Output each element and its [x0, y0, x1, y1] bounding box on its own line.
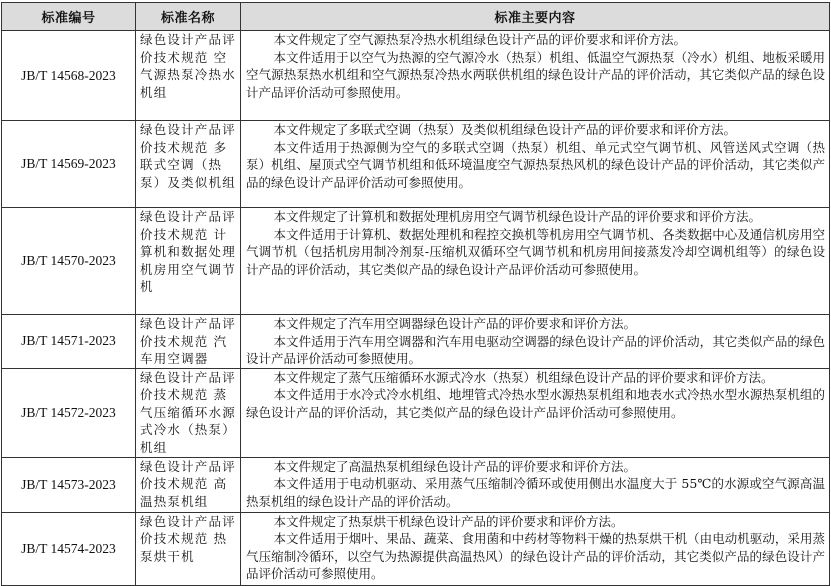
- content-scope-statement: 本文件规定了多联式空调（热泵）及类似机组绿色设计产品的评价要求和评价方法。: [273, 122, 737, 137]
- content-scope-statement: 本文件规定了蒸气压缩循环水源式冷水（热泵）机组绿色设计产品的评价要求和评价方法。: [273, 369, 774, 385]
- content-applicability: 本文件适用于烟叶、果品、蔬菜、食用菌和中药材等物料干燥的热泵烘干机（由电动机驱动，采用蒸气压缩制冷循环，以空气为热源提供高温热风）的绿色设计产品的评价活动，其它类似产品的绿色设计产品评价活动可参照使用。: [246, 531, 825, 581]
- standards-table: [1, 2, 830, 586]
- standard-name: 绿色设计产品评价技术规范 汽车用空调器: [136, 315, 241, 369]
- table-body: [2, 31, 830, 586]
- standard-name: 绿色设计产品评价技术规范 空气源热泵冷热水机组: [136, 31, 241, 121]
- table-row: [2, 208, 830, 315]
- standard-name: 绿色设计产品评价技术规范 高温热泵机组: [136, 457, 241, 512]
- header-standard-code: 标准编号: [2, 3, 136, 31]
- standard-name: 绿色设计产品评价技术规范 蒸气压缩循环水源式冷水（热泵）机组: [136, 368, 241, 457]
- content-scope-statement: 本文件规定了热泵烘干机绿色设计产品的评价要求和评价方法。: [273, 513, 624, 529]
- standard-code: JB/T 14568-2023: [2, 31, 136, 121]
- standard-content: [241, 368, 830, 457]
- table-row: [2, 457, 830, 512]
- table-header: [2, 3, 830, 31]
- standard-code: JB/T 14573-2023: [2, 457, 136, 512]
- standard-code: JB/T 14569-2023: [2, 121, 136, 208]
- content-applicability: 本文件适用于电动机驱动、采用蒸气压缩制冷循环或使用侧出水温度大于 55℃的水源或空气源高温热泵机组的绿色设计产品的评价活动。: [246, 476, 825, 509]
- standard-name: 绿色设计产品评价技术规范 多联式空调（热泵）及类似机组: [136, 121, 241, 208]
- content-applicability: 本文件适用于汽车用空调器和汽车用电驱动空调器的绿色设计产品的评价活动，其它类似产品的绿色设计产品评价活动可参照使用。: [246, 333, 825, 366]
- table-row: [2, 121, 830, 208]
- standard-code: JB/T 14570-2023: [2, 208, 136, 315]
- content-applicability: 本文件适用于以空气为热源的空气源冷水（热泵）机组、低温空气源热泵（冷水）机组、地板采暖用空气源热泵热水机组和空气源热泵冷热水两联供机组的绿色设计产品的评价活动，其它类似产品的绿色设计产品评价活动可参照使用。: [246, 49, 825, 100]
- content-applicability: 本文件适用于计算机、数据处理机和程控交换机等机房用空气调节机、各类数据中心及通信机房用空气调节机（包括机房用制冷剂泵-压缩机双循环空气调节机和机房用间接蒸发冷却空调机组等）的绿色设计产品的评价活动，其它类似产品的绿色设计产品评价活动可参照使用。: [246, 226, 825, 277]
- table-row: [2, 315, 830, 369]
- standard-name: 绿色设计产品评价技术规范 热泵烘干机: [136, 512, 241, 585]
- table-row: [2, 368, 830, 457]
- content-scope-statement: 本文件规定了汽车用空调器绿色设计产品的评价要求和评价方法。: [273, 316, 637, 331]
- content-applicability: 本文件适用于水冷式冷水机组、地埋管式冷热水型水源热泵机组和地表水式冷热水型水源热泵机组的绿色设计产品的评价活动，其它类似产品的绿色设计产品评价活动可参照使用。: [246, 387, 825, 420]
- content-scope-statement: 本文件规定了空气源热泵冷热水机组绿色设计产品的评价要求和评价方法。: [273, 32, 687, 47]
- standard-content: [241, 457, 830, 512]
- standard-name: 绿色设计产品评价技术规范 计算机和数据处理机房用空气调节机: [136, 208, 241, 315]
- standard-code: JB/T 14574-2023: [2, 512, 136, 585]
- content-scope-statement: 本文件规定了计算机和数据处理机房用空气调节机绿色设计产品的评价要求和评价方法。: [273, 209, 762, 224]
- table-row: [2, 31, 830, 121]
- standard-code: JB/T 14571-2023: [2, 315, 136, 369]
- header-main-content: 标准主要内容: [241, 3, 830, 31]
- content-scope-statement: 本文件规定了高温热泵机组绿色设计产品的评价要求和评价方法。: [273, 458, 637, 474]
- standard-content: [241, 121, 830, 208]
- standard-content: [241, 512, 830, 585]
- table-row: [2, 512, 830, 585]
- standard-content: [241, 315, 830, 369]
- standard-code: JB/T 14572-2023: [2, 368, 136, 457]
- content-applicability: 本文件适用于热源侧为空气的多联式空调（热泵）机组、单元式空气调节机、风管送风式空调（热泵）机组、屋顶式空气调节机组和低环境温度空气源热泵热风机的绿色设计产品的评价活动，其它类似产品的绿色设计产品评价活动可参照使用。: [246, 139, 825, 190]
- standard-content: [241, 31, 830, 121]
- header-standard-name: 标准名称: [136, 3, 241, 31]
- header-row: [2, 3, 830, 31]
- standard-content: [241, 208, 830, 315]
